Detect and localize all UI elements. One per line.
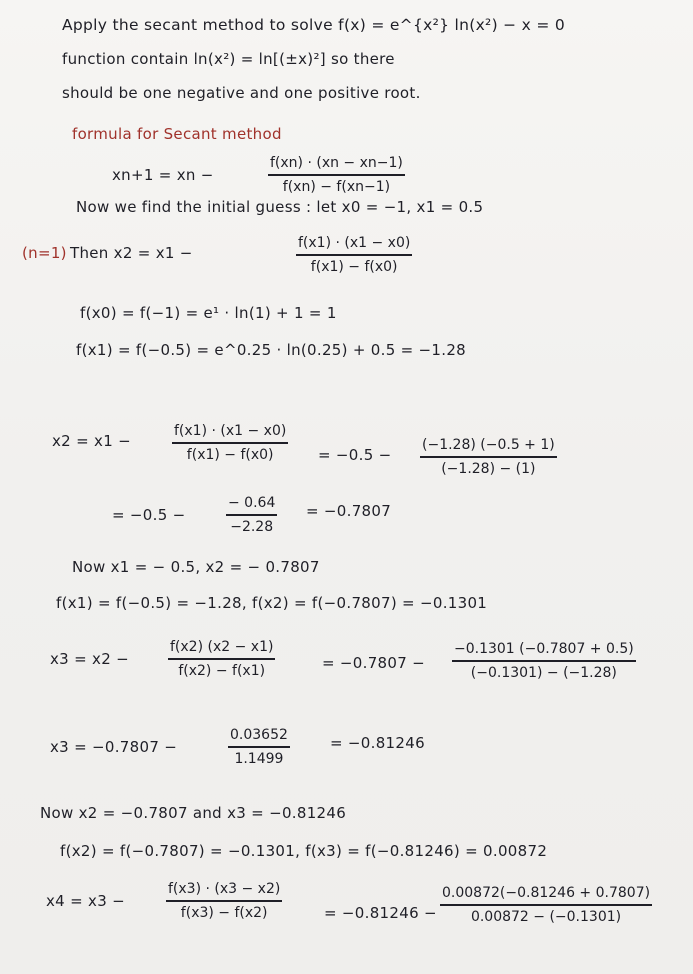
x2-simplify-lhs: = −0.5 −: [112, 506, 186, 524]
fraction-bar: [168, 658, 275, 660]
formula-fraction: [268, 156, 405, 194]
x4-calc-mid: = −0.81246 −: [324, 904, 437, 922]
x3-result: = −0.81246: [330, 734, 425, 752]
x4-numeric-numerator: 0.00872(−0.81246 + 0.7807): [442, 885, 651, 901]
fraction-bar: [420, 456, 557, 458]
x3-calc-denominator: f(x2) − f(x1): [178, 662, 266, 679]
x2-simplify-denominator: −2.28: [230, 518, 274, 535]
x3-simplify-numerator: 0.03652: [230, 727, 288, 743]
formula-heading: formula for Secant method: [72, 125, 282, 143]
x2-result: = −0.7807: [306, 502, 392, 520]
x4-calc-lhs: x4 = x3 −: [46, 892, 125, 910]
x2-formula-lhs: Then x2 = x1 −: [70, 244, 193, 262]
initial-guess: Now we find the initial guess : let x0 = −1, x1 = 0.5: [76, 198, 484, 216]
iteration-label-n1: (n=1): [22, 244, 67, 262]
x3-calc-fraction: [168, 640, 275, 678]
iteration-2-values: Now x1 = − 0.5, x2 = − 0.7807: [72, 558, 320, 576]
x2-calc-numerator: f(x1) · (x1 − x0): [174, 423, 287, 439]
x3-numeric-numerator: −0.1301 (−0.7807 + 0.5): [454, 641, 634, 657]
x4-calc-fraction-numeric: [440, 886, 652, 924]
x3-calc-fraction-numeric: [452, 642, 636, 680]
x2-simplify-fraction: [226, 496, 277, 534]
x2-calc-lhs: x2 = x1 −: [52, 432, 131, 450]
fraction-bar: [226, 514, 277, 516]
x2-calc-fraction: [172, 424, 288, 462]
x2-formula-numerator: f(x1) · (x1 − x0): [298, 235, 411, 251]
x3-simplify-fraction: [228, 728, 290, 766]
x4-calc-denominator: f(x3) − f(x2): [180, 904, 268, 921]
formula-lhs: xn+1 = xn −: [112, 166, 214, 184]
formula-denominator: f(xn) − f(xn−1): [282, 178, 391, 195]
x3-calc-numerator: f(x2) (x2 − x1): [170, 639, 274, 655]
iteration-3-values: Now x2 = −0.7807 and x3 = −0.81246: [40, 804, 347, 822]
x4-calc-fraction: [166, 882, 282, 920]
x3-numeric-denominator: (−0.1301) − (−1.28): [470, 664, 617, 681]
f-x1-evaluation: f(x1) = f(−0.5) = e^0.25 · ln(0.25) + 0.5 = −1.28: [76, 341, 467, 359]
x3-simplify-denominator: 1.1499: [234, 750, 284, 767]
root-note: should be one negative and one positive root.: [62, 84, 421, 102]
x2-calc-fraction-numeric: [420, 438, 557, 476]
fraction-bar: [268, 174, 405, 176]
x3-calc-mid: = −0.7807 −: [322, 654, 426, 672]
fraction-bar: [296, 254, 412, 256]
fraction-bar: [172, 442, 288, 444]
x4-numeric-denominator: 0.00872 − (−0.1301): [470, 908, 622, 925]
fraction-bar: [440, 904, 652, 906]
x2-simplify-numerator: − 0.64: [228, 495, 276, 511]
x2-numeric-denominator: (−1.28) − (1): [441, 460, 536, 477]
x2-calc-mid: = −0.5 −: [318, 446, 392, 464]
x4-calc-numerator: f(x3) · (x3 − x2): [168, 881, 281, 897]
domain-note: function contain ln(x²) = ln[(±x)²] so there: [62, 50, 395, 68]
x2-formula-fraction: [296, 236, 412, 274]
x3-simplify-lhs: x3 = −0.7807 −: [50, 738, 178, 756]
x2-formula-denominator: f(x1) − f(x0): [310, 258, 398, 275]
iteration-3-function-values: f(x2) = f(−0.7807) = −0.1301, f(x3) = f(−0.81246) = 0.00872: [60, 842, 548, 860]
problem-statement: Apply the secant method to solve f(x) = e^{x²} ln(x²) − x = 0: [62, 16, 566, 34]
x2-calc-denominator: f(x1) − f(x0): [186, 446, 274, 463]
fraction-bar: [166, 900, 282, 902]
iteration-2-function-values: f(x1) = f(−0.5) = −1.28, f(x2) = f(−0.7807) = −0.1301: [56, 594, 488, 612]
formula-numerator: f(xn) · (xn − xn−1): [270, 155, 403, 171]
fraction-bar: [452, 660, 636, 662]
f-x0-evaluation: f(x0) = f(−1) = e¹ · ln(1) + 1 = 1: [80, 304, 337, 322]
fraction-bar: [228, 746, 290, 748]
x2-numeric-numerator: (−1.28) (−0.5 + 1): [422, 437, 555, 453]
x3-calc-lhs: x3 = x2 −: [50, 650, 129, 668]
